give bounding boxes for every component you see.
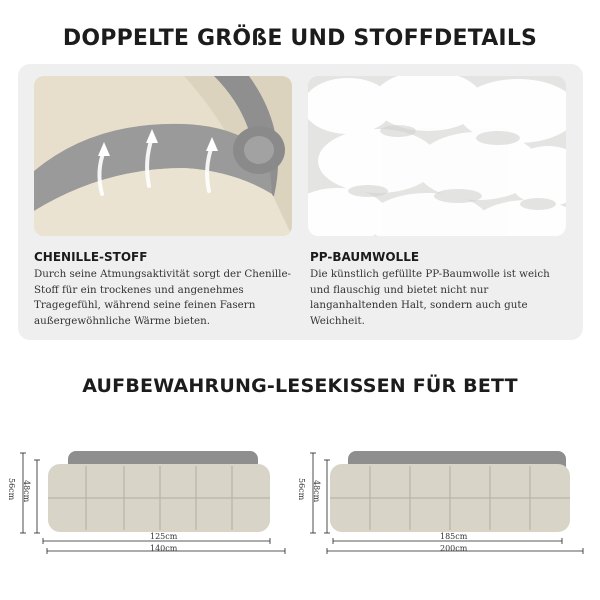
dimension-width-outer: 140cm [150,544,178,553]
feature-description-chenille: Durch seine Atmungsaktivität sorgt der Chenille-Stoff für ein trockenes und angenehmes Tragegefühl, während seine feinen Fasern außergewöhnliche Wärme bieten. [34,268,292,327]
pp-cotton-image [308,76,566,236]
dimension-height-outer: 56cm [297,478,306,501]
dimension-height-outer: 56cm [7,478,16,501]
feature-description-pp-cotton: Die künstlich gefüllte PP-Baumwolle ist weich und flauschig und bietet nicht nur langanhaltenden Halt, sondern auch gute Weichheit. [310,268,550,327]
section-title-storage: AUFBEWAHRUNG-LESEKISSEN FÜR BETT [82,375,518,397]
dimension-width-outer: 200cm [440,544,468,553]
dimension-height-inner: 48cm [312,480,321,503]
dimension-width-inner: 185cm [440,532,468,541]
cushion-product-large [297,438,590,563]
chenille-fabric-image [34,76,292,236]
dimension-width-inner: 125cm [150,532,178,541]
section-title-fabric: DOPPELTE GRÖßE UND STOFFDETAILS [62,26,538,51]
fabric-details-panel [18,64,583,340]
cushion-product-small [7,438,300,563]
dimension-height-inner: 48cm [22,480,31,503]
feature-title-chenille: CHENILLE-STOFF [34,250,148,264]
feature-title-pp-cotton: PP-BAUMWOLLE [310,250,420,264]
